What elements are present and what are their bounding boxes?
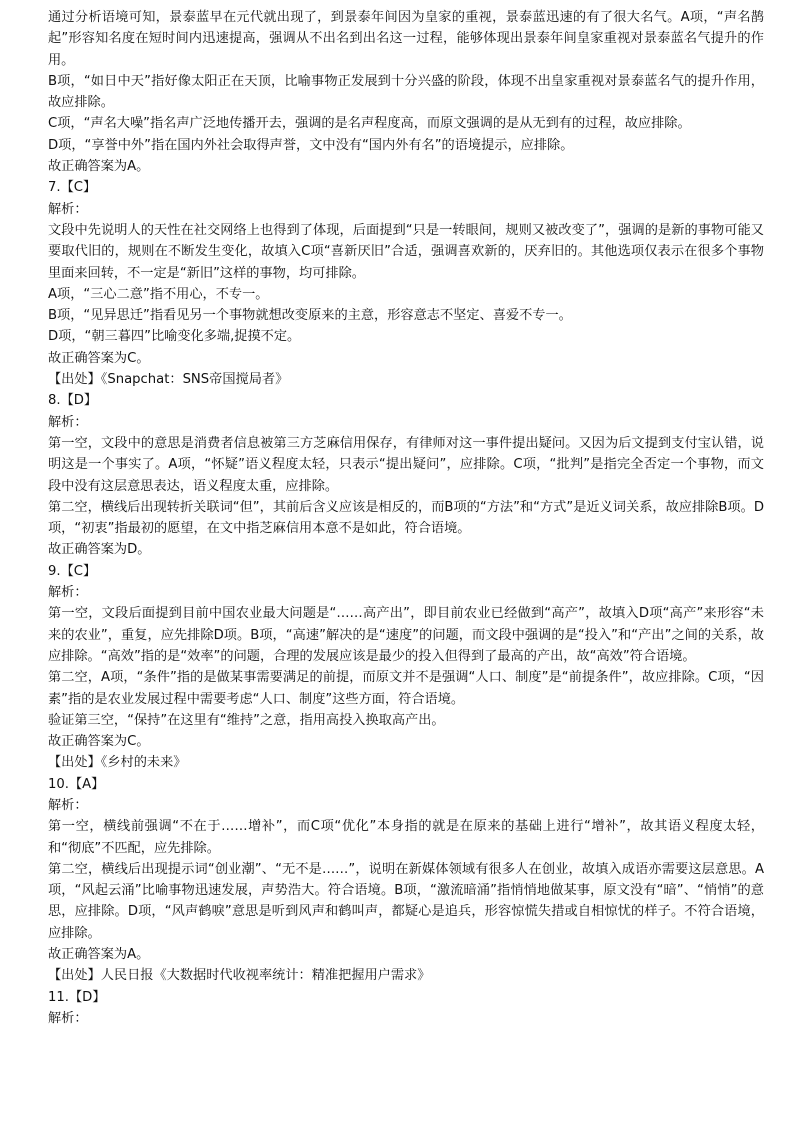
paragraph: 第一空，横线前强调“不在于……增补”，而C项“优化”本身指的就是在原来的基础上进行“增补”，故其语义程度太轻，和“彻底”不匹配，应先排除。 bbox=[48, 819, 764, 856]
question-number-10: 10.【A】 bbox=[48, 776, 105, 792]
analysis-label: 解析： bbox=[48, 1010, 88, 1026]
source-citation: 【出处】《乡村的未来》 bbox=[48, 755, 187, 771]
paragraph: D项，“享誉中外”指在国内外社会取得声誉，文中没有“国内外有名”的语境提示，应排除。 bbox=[48, 137, 574, 153]
paragraph: 第二空，A项，“条件”指的是做某事需要满足的前提，而原文并不是强调“人口、制度”是“前提条件”，故应排除。C项，“因素”指的是农业发展过程中需要考虑“人口、制度”这些方面，符合语境。 bbox=[48, 670, 764, 707]
paragraph: 通过分析语境可知，景泰蓝早在元代就出现了，到景泰年间因为皇家的重视，景泰蓝迅速的有了很大名气。A项，“声名鹊起”形容知名度在短时间内迅速提高，强调从不出名到出名这一过程，能够体现出景泰年间皇家重视对景泰蓝名气提升的作用。 bbox=[48, 10, 764, 68]
paragraph: 文段中先说明人的天性在社交网络上也得到了体现，后面提到“只是一转眼间，规则又被改变了”，强调的是新的事物可能又要取代旧的，规则在不断发生变化，故填入C项“喜新厌旧”合适，强调喜欢新的，厌弃旧的。其他选项仅表示在很多个事物里面来回转，不一定是“新旧”这样的事物，均可排除。 bbox=[48, 222, 764, 281]
paragraph: 第一空，文段后面提到目前中国农业最大问题是“……高产出”，即目前农业已经做到“高产”，故填入D项“高产”来形容“未来的农业”，重复，应先排除D项。B项，“高速”解决的是“速度”的问题，而文段中强调的是“投入”和“产出”之间的关系，故应排除。“高效”指的是“效率”的问题，合理的发展应该是最少的投入但得到了最高的产出，故“高效”符合语境。 bbox=[48, 606, 764, 664]
paragraph: 验证第三空，“保持”在这里有“维持”之意，指用高投入换取高产出。 bbox=[48, 712, 445, 728]
paragraph: B项，“见异思迁”指看见另一个事物就想改变原来的主意，形容意志不坚定、喜爱不专一。 bbox=[48, 308, 572, 324]
question-number-8: 8.【D】 bbox=[48, 393, 98, 409]
paragraph: C项，“声名大噪”指名声广泛地传播开去，强调的是名声程度高，而原文强调的是从无到有的过程，故应排除。 bbox=[48, 116, 691, 132]
paragraph: 第二空，横线后出现转折关联词“但”，其前后含义应该是相反的，而B项的“方法”和“方式”是近义词关系，故应排除B项。D项，“初衷”指最初的愿望，在文中指芝麻信用本意不是如此，符合语境。 bbox=[48, 499, 764, 537]
answer-conclusion: 故正确答案为A。 bbox=[48, 159, 150, 175]
analysis-label: 解析： bbox=[48, 797, 88, 813]
answer-conclusion: 故正确答案为C。 bbox=[48, 734, 150, 750]
answer-conclusion: 故正确答案为A。 bbox=[48, 947, 150, 963]
answer-conclusion: 故正确答案为C。 bbox=[48, 350, 150, 366]
analysis-label: 解析： bbox=[48, 414, 88, 430]
answer-conclusion: 故正确答案为D。 bbox=[48, 542, 151, 558]
paragraph: B项，“如日中天”指好像太阳正在天顶，比喻事物正发展到十分兴盛的阶段，体现不出皇家重视对景泰蓝名气的提升作用，故应排除。 bbox=[48, 73, 764, 111]
source-citation: 【出处】人民日报《大数据时代收视率统计：精准把握用户需求》 bbox=[48, 968, 431, 984]
analysis-label: 解析： bbox=[48, 201, 88, 217]
question-number-9: 9.【C】 bbox=[48, 563, 97, 579]
paragraph: 第二空，横线后出现提示词“创业潮”、“无不是……”，说明在新媒体领域有很多人在创业，故填入成语亦需要这层意思。A项，“风起云涌”比喻事物迅速发展，声势浩大。符合语境。B项，“激流暗涌”指悄悄地做某事，原文没有“暗”、“悄悄”的意思，应排除。D项，“风声鹤唳”意思是听到风声和鹤叫声，都疑心是追兵，形容惊慌失措或自相惊忧的样子。不符合语境，应排除。 bbox=[48, 861, 764, 941]
paragraph: A项，“三心二意”指不用心，不专一。 bbox=[48, 286, 269, 302]
question-number-7: 7.【C】 bbox=[48, 180, 97, 196]
source-citation: 【出处】《Snapchat：SNS帝国搅局者》 bbox=[48, 372, 289, 388]
paragraph: D项，“朝三暮四”比喻变化多端,捉摸不定。 bbox=[48, 329, 301, 345]
analysis-label: 解析： bbox=[48, 585, 88, 601]
question-number-11: 11.【D】 bbox=[48, 989, 106, 1005]
paragraph: 第一空，文段中的意思是消费者信息被第三方芝麻信用保存，有律师对这一事件提出疑问。又因为后文提到支付宝认错，说明这是一个事实了。A项，“怀疑”语义程度太轻，只表示“提出疑问”，应排除。C项，“批判”是指完全否定一个事物，而文段中没有这层意思表达，语义程度太重，应排除。 bbox=[48, 435, 764, 494]
